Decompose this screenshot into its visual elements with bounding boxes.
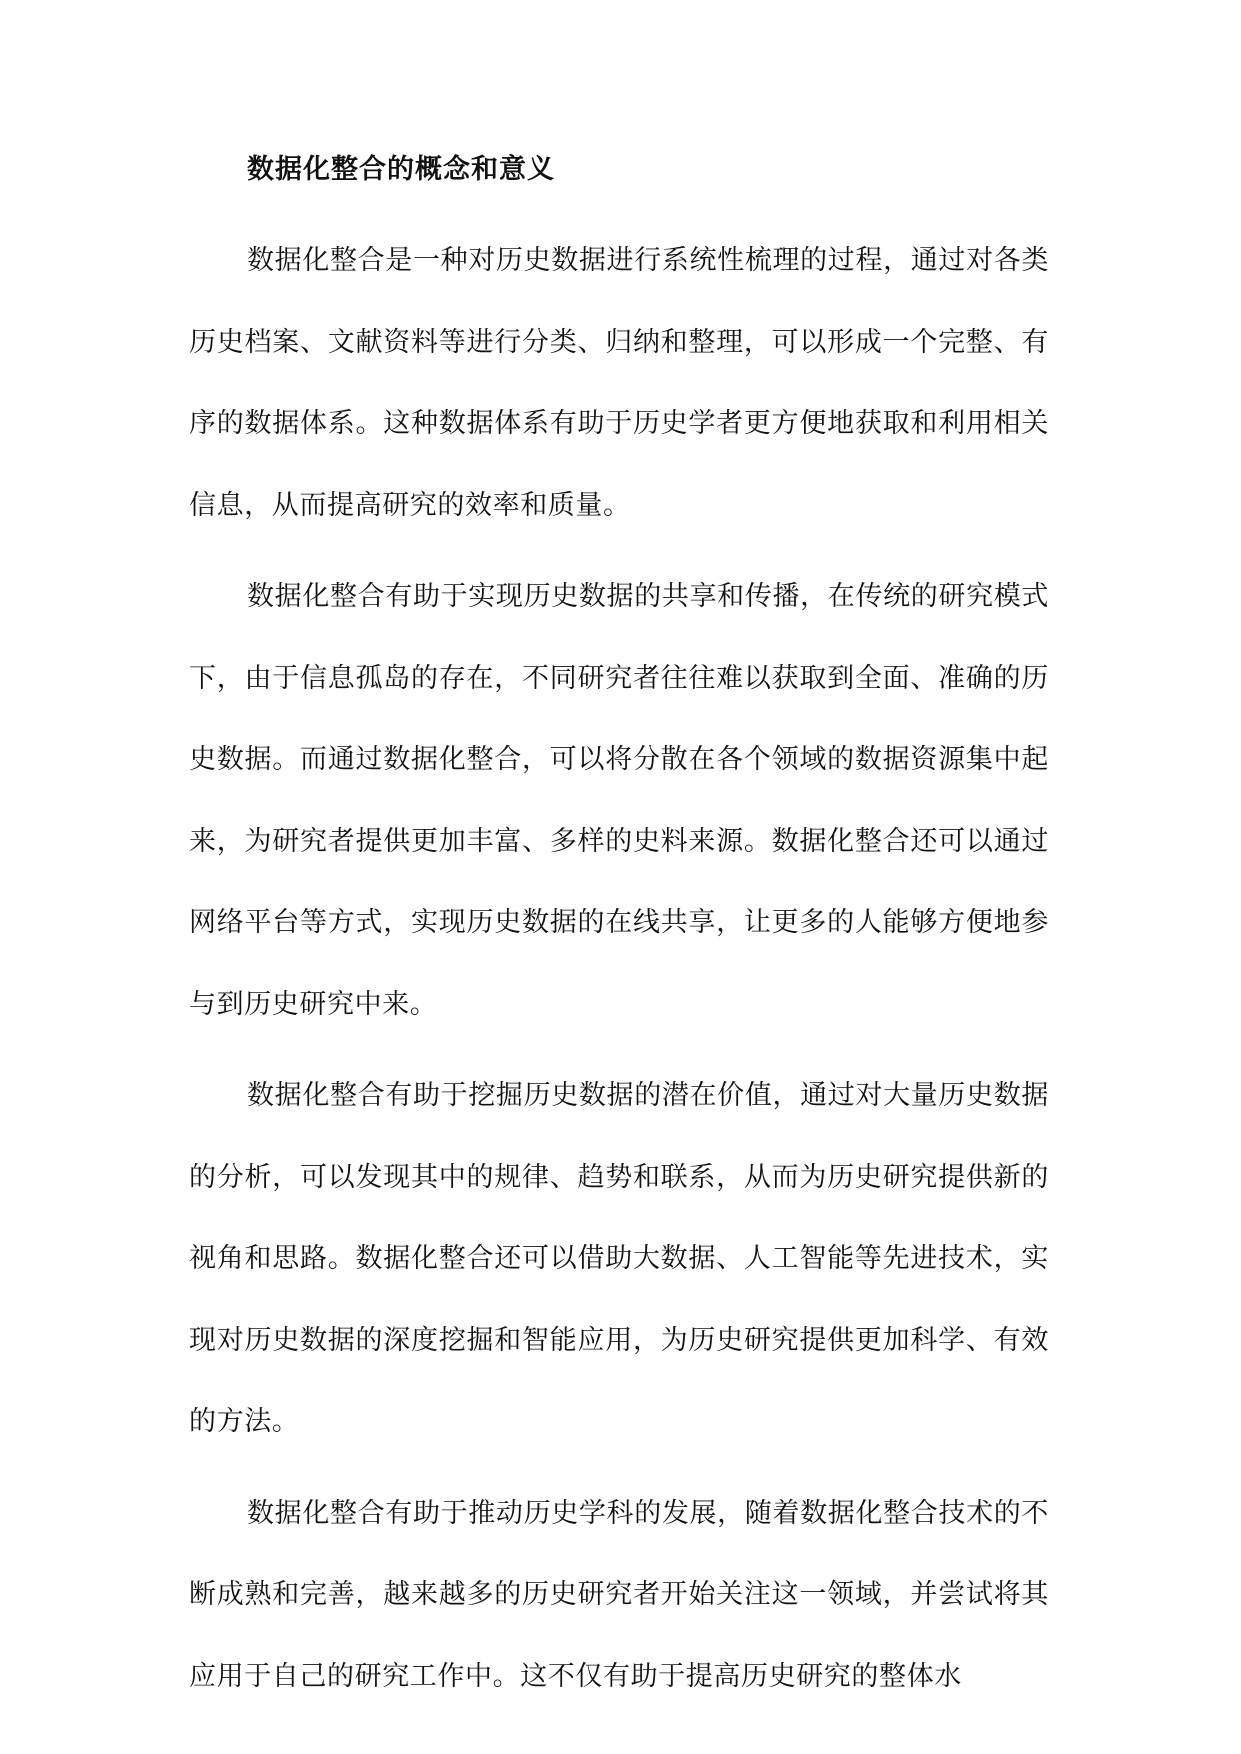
section-heading: 数据化整合的概念和意义 — [247, 154, 555, 185]
paragraph-1: 数据化整合是一种对历史数据进行系统性梳理的过程，通过对各类历史档案、文献资料等进行分类、归纳和整理，可以形成一个完整、有序的数据体系。这种数据体系有助于历史学者更方便地获取和利用相关信息，从而提高研究的效率和质量。 — [189, 245, 1049, 521]
paragraph-4: 数据化整合有助于推动历史学科的发展，随着数据化整合技术的不断成熟和完善，越来越多的历史研究者开始关注这一领域，并尝试将其应用于自己的研究工作中。这不仅有助于提高历史研究的整体水 — [189, 1497, 1049, 1692]
document-body — [189, 140, 1049, 1727]
paragraph-3: 数据化整合有助于挖掘历史数据的潜在价值，通过对大量历史数据的分析，可以发现其中的规律、趋势和联系，从而为历史研究提供新的视角和思路。数据化整合还可以借助大数据、人工智能等先进技术，实现对历史数据的深度挖掘和智能应用，为历史研究提供更加科学、有效的方法。 — [189, 1080, 1049, 1437]
paragraph-2: 数据化整合有助于实现历史数据的共享和传播，在传统的研究模式下，由于信息孤岛的存在，不同研究者往往难以获取到全面、准确的历史数据。而通过数据化整合，可以将分散在各个领域的数据资源集中起来，为研究者提供更加丰富、多样的史料来源。数据化整合还可以通过网络平台等方式，实现历史数据的在线共享，让更多的人能够方便地参与到历史研究中来。 — [189, 581, 1049, 1020]
